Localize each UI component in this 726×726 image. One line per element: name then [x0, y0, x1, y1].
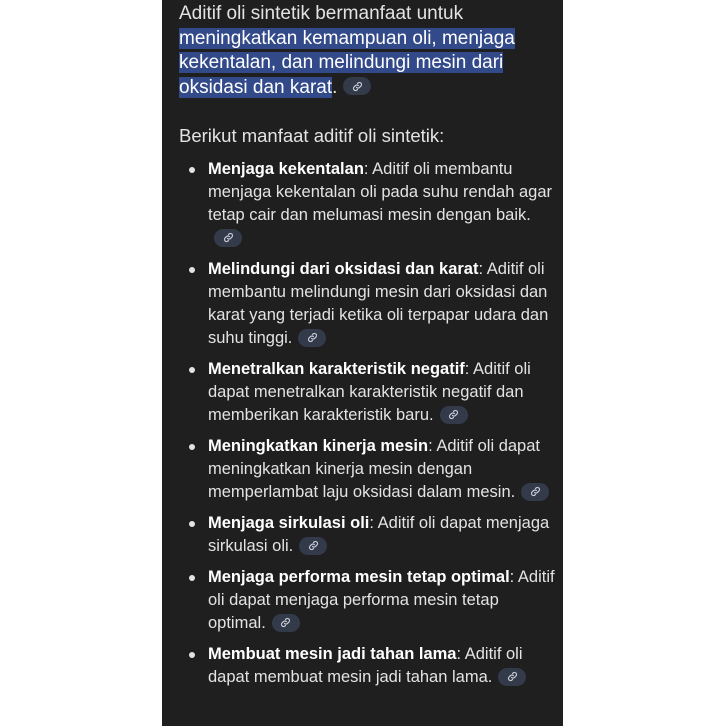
list-item — [179, 566, 557, 635]
citation-chip[interactable] — [299, 537, 327, 555]
citation-chip[interactable] — [272, 614, 300, 632]
benefit-term: Menjaga performa mesin tetap optimal — [208, 568, 510, 586]
list-item — [179, 158, 557, 250]
benefit-list — [179, 158, 557, 689]
link-icon — [530, 486, 541, 497]
list-item — [179, 643, 557, 689]
list-item — [179, 358, 557, 427]
benefit-term: Meningkatkan kinerja mesin — [208, 437, 429, 455]
benefit-desc: : Aditif oli dapat membuat mesin jadi tahan lama. — [208, 645, 523, 686]
link-icon — [507, 671, 518, 682]
benefit-term: Menetralkan karakteristik negatif — [208, 360, 465, 378]
response-content — [179, 0, 557, 697]
benefit-term: Menjaga kekentalan — [208, 160, 364, 178]
link-icon — [448, 409, 459, 420]
intro-suffix: . — [332, 76, 338, 98]
link-icon — [223, 232, 234, 243]
bullet-icon — [189, 652, 195, 658]
citation-chip[interactable] — [298, 329, 326, 347]
list-item — [179, 435, 557, 504]
benefit-desc: : Aditif oli membantu menjaga kekentalan oli pada suhu rendah agar tetap cair dan melumasi mesin dengan baik. — [208, 160, 553, 224]
list-item — [179, 512, 557, 558]
link-icon — [308, 540, 319, 551]
link-icon — [352, 81, 363, 92]
citation-chip[interactable] — [440, 406, 468, 424]
citation-chip[interactable] — [498, 668, 526, 686]
citation-chip[interactable] — [214, 229, 242, 247]
bullet-icon — [189, 167, 195, 173]
bullet-icon — [189, 267, 195, 273]
benefit-desc: : Aditif oli membantu melindungi mesin dari oksidasi dan karat yang terjadi ketika oli terpapar udara dan suhu tinggi. — [208, 260, 549, 347]
benefit-desc: : Aditif oli dapat menjaga sirkulasi oli. — [208, 514, 550, 555]
bullet-icon — [189, 521, 195, 527]
citation-chip[interactable] — [521, 483, 549, 501]
intro-paragraph — [179, 0, 557, 100]
benefit-desc: : Aditif oli dapat meningkatkan kinerja mesin dengan memperlambat laju oksidasi dalam mesin. — [208, 437, 540, 501]
bullet-icon — [189, 444, 195, 450]
benefit-term: Menjaga sirkulasi oli — [208, 514, 370, 532]
link-icon — [280, 617, 291, 628]
link-icon — [307, 332, 318, 343]
list-item — [179, 258, 557, 350]
benefit-term: Melindungi dari oksidasi dan karat — [208, 260, 479, 278]
bullet-icon — [189, 575, 195, 581]
intro-prefix: Aditif oli sintetik bermanfaat untuk — [179, 3, 464, 24]
benefit-desc: : Aditif oli dapat menetralkan karakteristik negatif dan memberikan karakteristik baru. — [208, 360, 531, 424]
benefit-term: Membuat mesin jadi tahan lama — [208, 645, 457, 663]
response-panel — [162, 0, 563, 726]
list-heading: Berikut manfaat aditif oli sintetik: — [179, 125, 445, 146]
bullet-icon — [189, 367, 195, 373]
citation-chip-intro[interactable] — [343, 77, 371, 95]
benefit-desc: : Aditif oli dapat menjaga performa mesin tetap optimal. — [208, 568, 555, 632]
intro-highlight: meningkatkan kemampuan oli, menjaga kekentalan, dan melindungi mesin dari oksidasi dan karat — [179, 27, 515, 98]
